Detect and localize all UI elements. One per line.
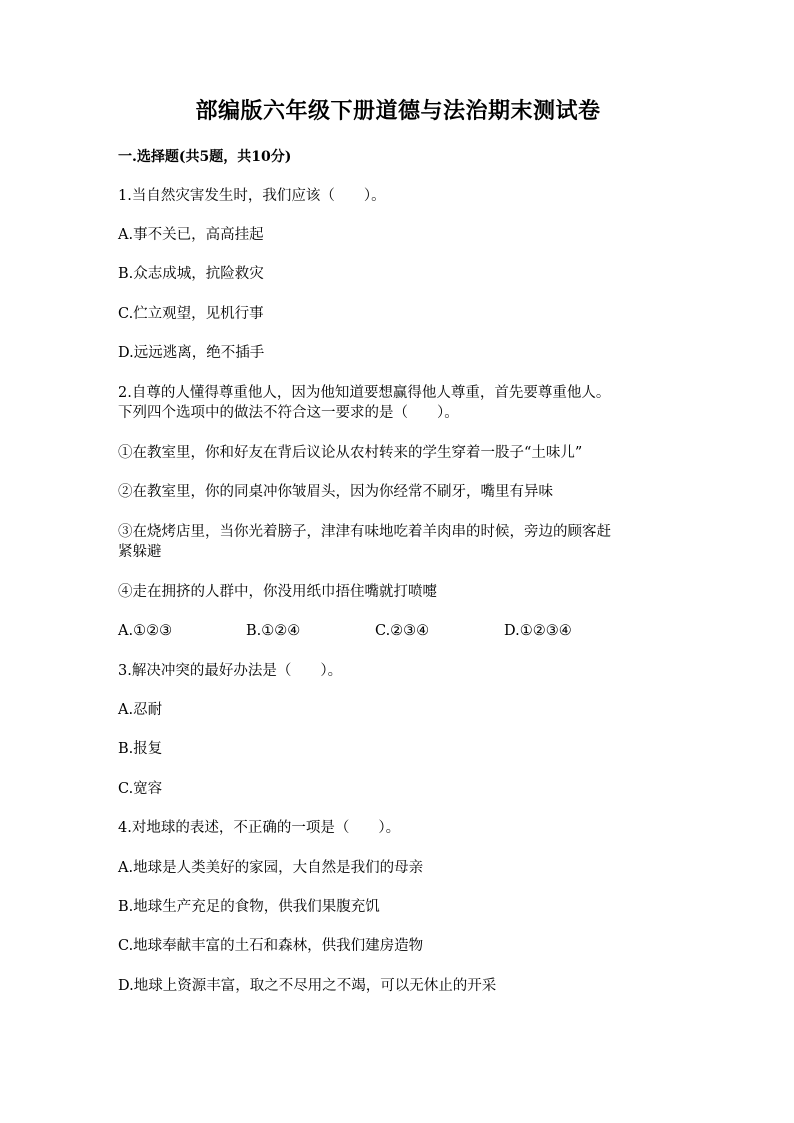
- question-1-option-d: D.远远逃离，绝不插手: [118, 345, 265, 361]
- question-4-option-a: A.地球是人类美好的家园，大自然是我们的母亲: [118, 860, 424, 876]
- question-1-stem: 1.当自然灾害发生时，我们应该（ ）。: [118, 188, 386, 204]
- question-2-statement-4: ④走在拥挤的人群中，你没用纸巾捂住嘴就打喷嚏: [118, 584, 437, 600]
- question-1-option-c: C.伫立观望，见机行事: [118, 306, 264, 322]
- question-2-options: [118, 621, 678, 641]
- question-3-stem: 3.解决冲突的最好办法是（ ）。: [118, 663, 343, 679]
- question-2-statement-3-line-2: 紧躲避: [118, 544, 162, 560]
- question-2-option-b: B.①②④: [246, 623, 301, 639]
- question-2-stem-line-2: 下列四个选项中的做法不符合这一要求的是（ ）。: [118, 405, 459, 421]
- question-1-option-b: B.众志成城，抗险救灾: [118, 266, 264, 282]
- question-3-option-a: A.忍耐: [118, 702, 163, 718]
- question-2-option-a: A.①②③: [118, 623, 173, 639]
- question-3-option-b: B.报复: [118, 741, 163, 757]
- question-2-stem-line-1: 2.自尊的人懂得尊重他人，因为他知道要想赢得他人尊重，首先要尊重他人。: [118, 385, 611, 401]
- question-4-option-c: C.地球奉献丰富的土石和森林，供我们建房造物: [118, 938, 424, 954]
- question-2-statement-2: ②在教室里，你的同桌冲你皱眉头，因为你经常不刷牙，嘴里有异味: [118, 484, 553, 500]
- question-3-option-c: C.宽容: [118, 781, 163, 797]
- question-4-stem: 4.对地球的表述，不正确的一项是（ ）。: [118, 820, 401, 836]
- exam-page: [118, 0, 678, 1123]
- section-header: 一.选择题(共5题，共10分): [118, 149, 292, 165]
- question-1-option-a: A.事不关已，高高挂起: [118, 227, 264, 243]
- question-2-option-c: C.②③④: [375, 623, 430, 639]
- question-2-statement-1: ①在教室里，你和好友在背后议论从农村转来的学生穿着一股子“土味儿”: [118, 445, 583, 461]
- page-title: 部编版六年级下册道德与法治期末测试卷: [195, 98, 601, 124]
- question-2-statement-3-line-1: ③在烧烤店里，当你光着膀子，津津有味地吃着羊肉串的时候，旁边的顾客赶: [118, 524, 611, 540]
- question-4-option-d: D.地球上资源丰富，取之不尽用之不竭，可以无休止的开采: [118, 978, 497, 994]
- question-4-option-b: B.地球生产充足的食物，供我们果腹充饥: [118, 899, 380, 915]
- question-2-option-d: D.①②③④: [504, 623, 572, 639]
